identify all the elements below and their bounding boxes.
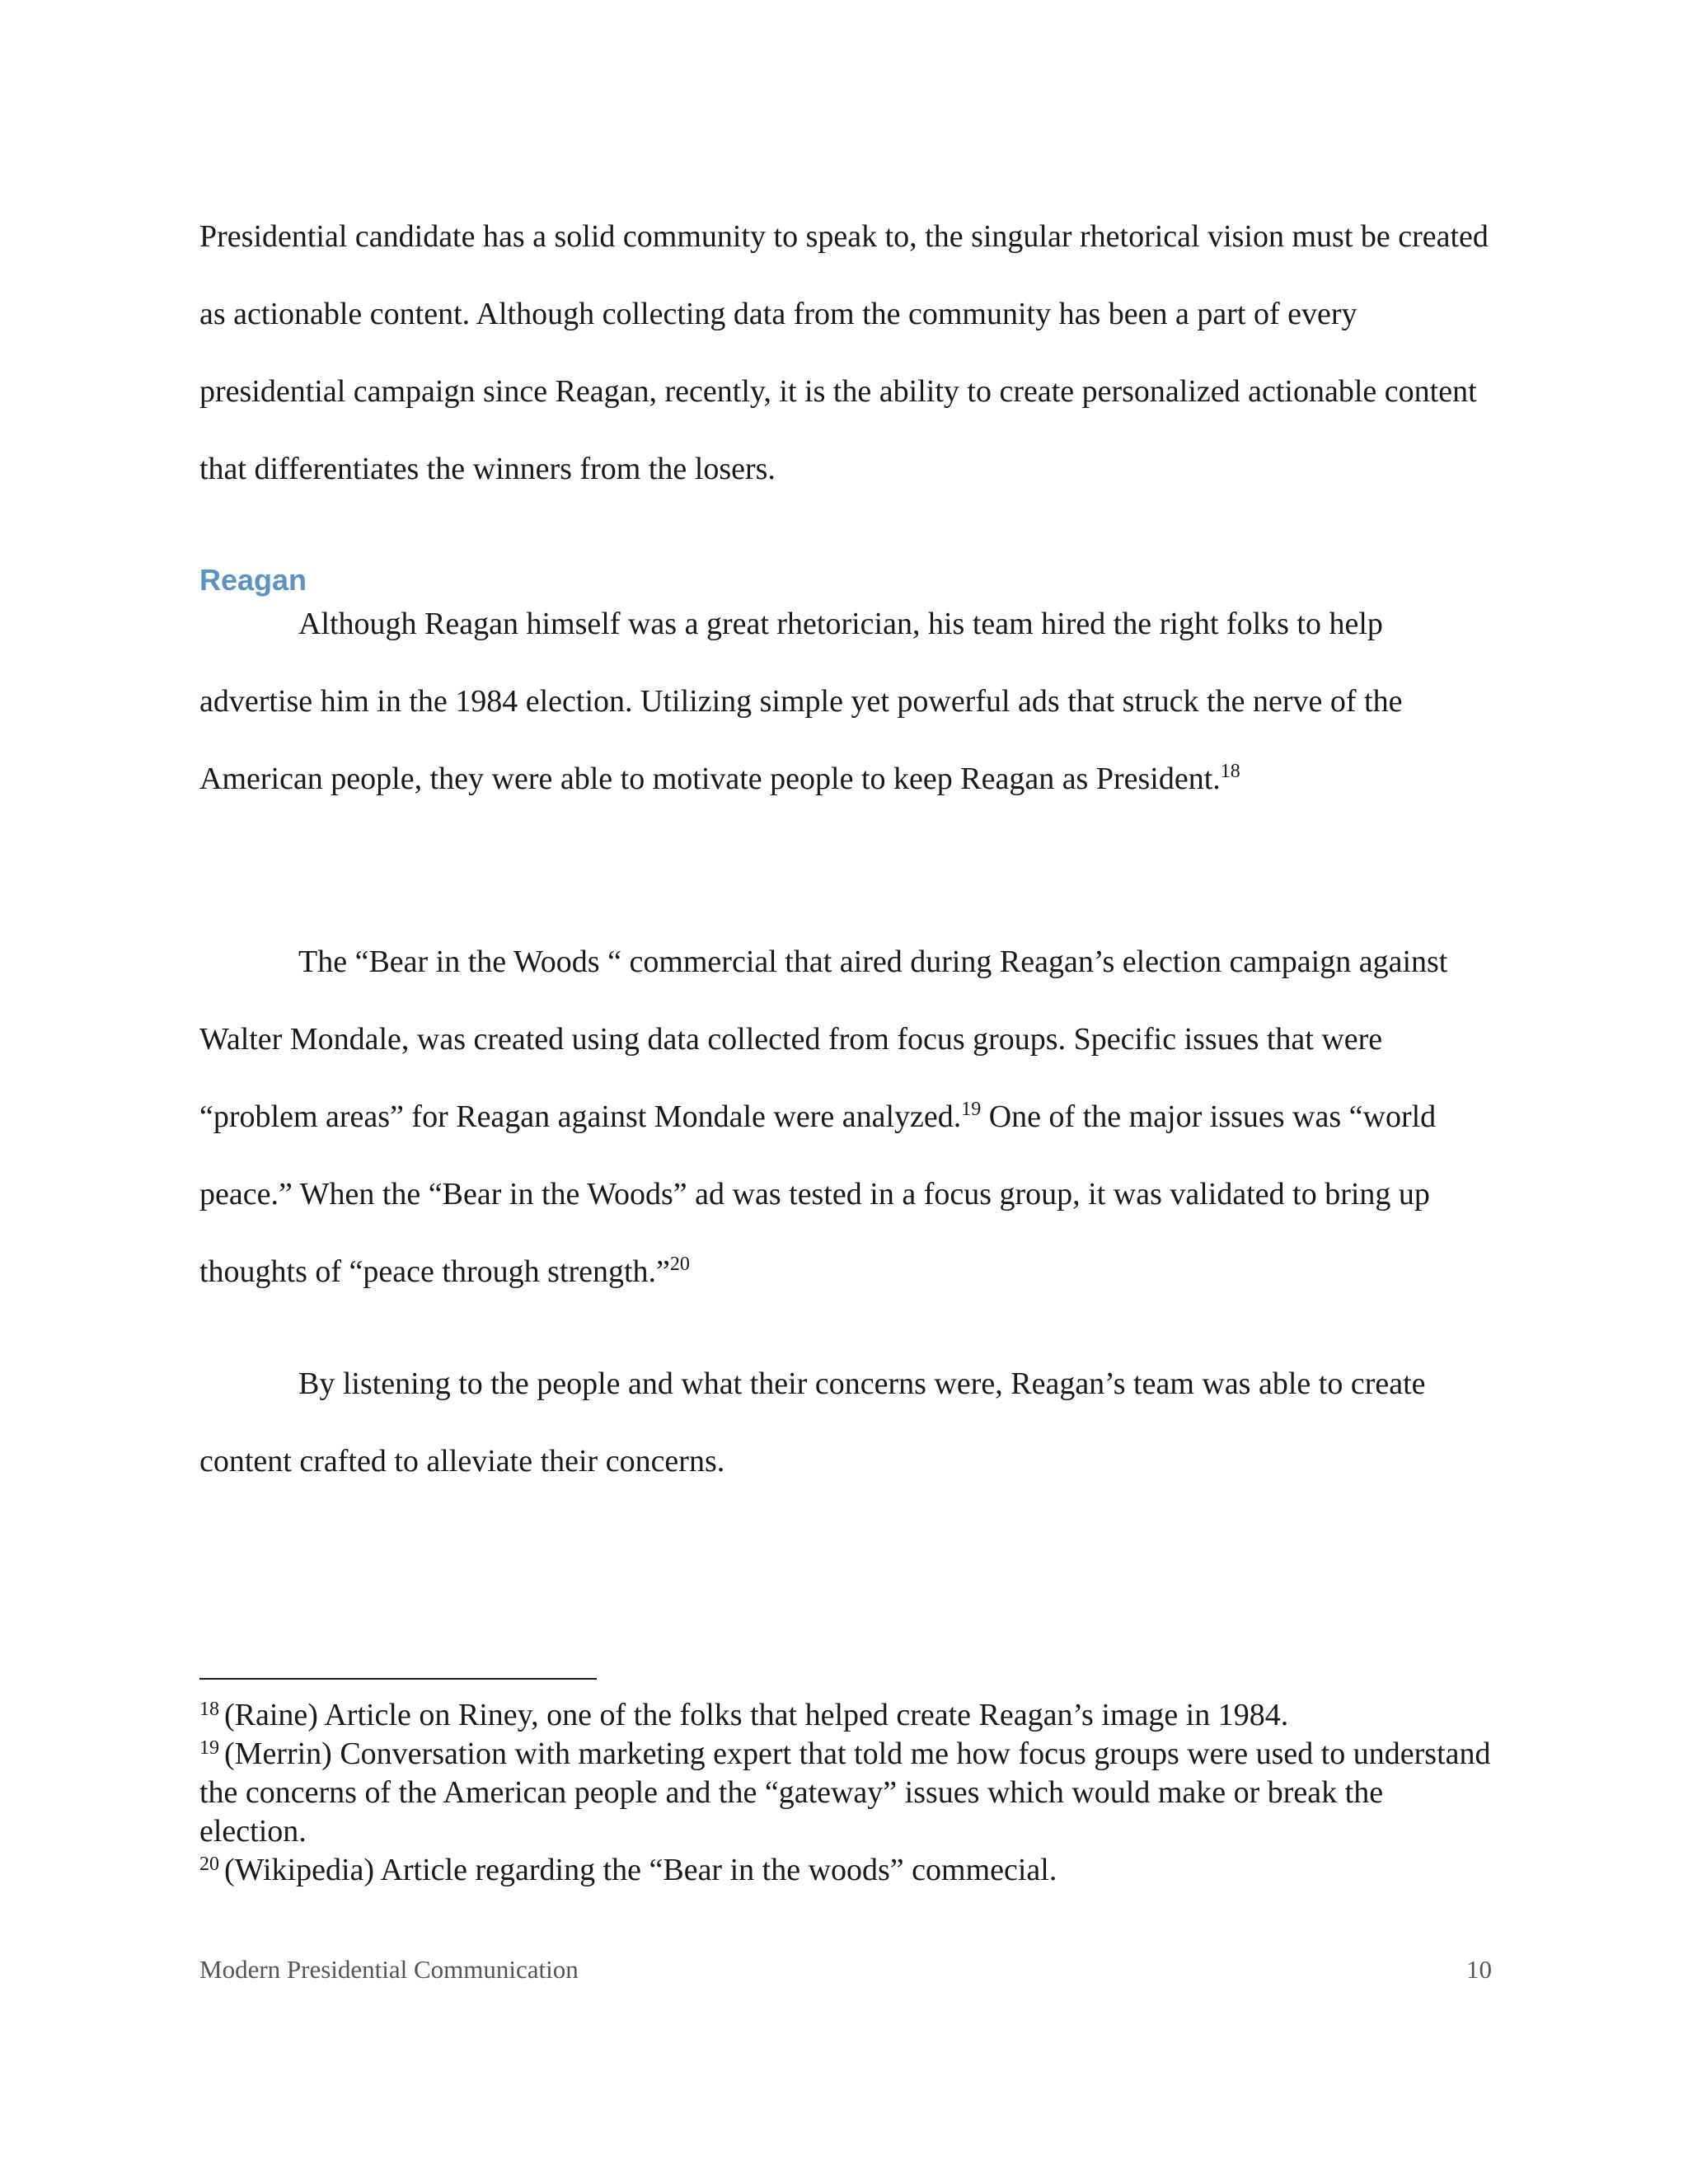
paragraph-reagan-advertising [199, 585, 1493, 818]
footnotes [199, 1696, 1493, 1890]
footnote-number: 18 [199, 1699, 219, 1720]
section-heading: Reagan [199, 563, 307, 597]
footnote-number: 20 [199, 1854, 219, 1875]
paragraph-bear-in-woods-text-a: The “Bear in the Woods “ commercial that aired during Reagan’s election campaign against Walter Mondale, was created using data collected from focus groups. Specific issues that were “problem areas” for Reagan against Mondale were analyzed. [199, 944, 1448, 1134]
paragraph-listening [199, 1345, 1493, 1500]
paragraph-bear-in-woods [199, 923, 1493, 1310]
footnote-text: (Raine) Article on Riney, one of the folks that helped create Reagan’s image in 1984. [224, 1698, 1289, 1732]
paragraph-intro-text: Presidential candidate has a solid community to speak to, the singular rhetorical vision must be created as actionable content. Although collecting data from the community has been a part of every presidential campaign since Reagan, recently, it is the ability to create personalized actionable content that differentiates the winners from the losers. [199, 219, 1489, 486]
footnote-19 [199, 1735, 1493, 1851]
footnote-20 [199, 1851, 1493, 1890]
footnote-text: (Merrin) Conversation with marketing expert that told me how focus groups were used to understand the concerns of the American people and the “gateway” issues which would make or break the election. [199, 1736, 1491, 1849]
paragraph-intro [199, 198, 1493, 508]
paragraph-listening-text: By listening to the people and what their concerns were, Reagan’s team was able to create content crafted to alleviate their concerns. [199, 1366, 1426, 1479]
footnote-number: 19 [199, 1737, 219, 1759]
page-number: 10 [1466, 1955, 1492, 1984]
footnote-ref-19[interactable]: 19 [961, 1099, 982, 1120]
page-footer [199, 1953, 1492, 1986]
footnote-separator [199, 1678, 597, 1680]
footnote-ref-18[interactable]: 18 [1220, 761, 1240, 782]
footer-title: Modern Presidential Communication [199, 1955, 579, 1984]
footnote-ref-20[interactable]: 20 [669, 1254, 690, 1275]
paragraph-bear-in-woods-text-b: One of the major issues was “world peace.” When the “Bear in the Woods” ad was tested in a focus group, it was validated to bring up thoughts of “peace through strength.” [199, 1099, 1437, 1289]
footnote-text: (Wikipedia) Article regarding the “Bear in the woods” commecial. [224, 1853, 1057, 1887]
footnote-18 [199, 1696, 1493, 1735]
paragraph-reagan-advertising-text: Although Reagan himself was a great rhetorician, his team hired the right folks to help advertise him in the 1984 election. Utilizing simple yet powerful ads that struck the nerve of the American people, they were able to motivate people to keep Reagan as President. [199, 607, 1403, 796]
